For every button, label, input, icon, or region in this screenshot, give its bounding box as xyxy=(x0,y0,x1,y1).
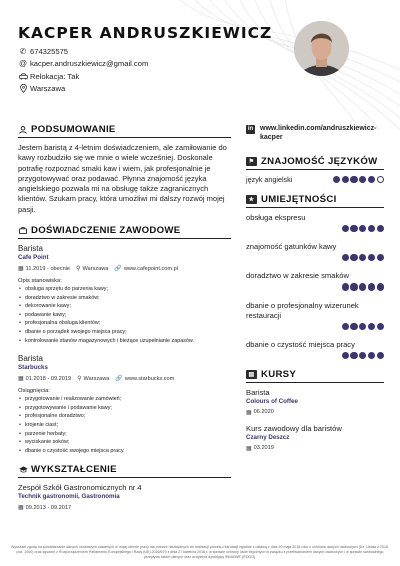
skill-name: doradztwo w zakresie smaków xyxy=(246,271,349,281)
briefcase-icon xyxy=(18,227,28,234)
skill-level-dots xyxy=(246,283,384,290)
level-dot-filled xyxy=(350,225,357,232)
level-dot-filled xyxy=(368,283,375,290)
location-pin-icon: ⚲ xyxy=(76,266,81,273)
skill-name: dbanie o profesjonalny wizerunek restauracji xyxy=(246,300,359,320)
level-dot-filled xyxy=(368,176,375,183)
summary-heading xyxy=(18,124,231,138)
at-icon: @ xyxy=(18,59,28,69)
education-dates: 09.2013 - 09.2017 xyxy=(25,504,72,511)
job-task: • przygotowywanie i podawanie kawy; xyxy=(18,404,231,413)
phone-text: 674325575 xyxy=(30,46,69,56)
contact-email[interactable] xyxy=(18,58,298,71)
education-meta xyxy=(18,503,231,512)
job-task: • obsługa sprzętu do parzenia kawy; xyxy=(18,285,231,294)
language-item xyxy=(246,175,384,184)
graduation-cap-icon xyxy=(18,466,28,473)
language-level-dots xyxy=(331,176,384,183)
job-task: • kontrolowanie stanów magazynowych i bieżące uzupełnianie zapasów. xyxy=(18,337,231,346)
calendar-icon: ▦ xyxy=(246,445,252,452)
job-city: Warszawa xyxy=(83,375,110,382)
level-dot-filled xyxy=(377,283,384,290)
linkedin-icon: in xyxy=(247,126,254,132)
skills-heading xyxy=(246,194,384,208)
experience-title: DOŚWIADCZENIE ZAWODOWE xyxy=(31,225,181,237)
level-dot-filled xyxy=(342,283,349,290)
level-dot-filled xyxy=(342,176,349,183)
summary-title: PODSUMOWANIE xyxy=(31,124,116,135)
contact-list xyxy=(18,45,298,95)
job-task: • parzenie herbaty; xyxy=(18,430,231,439)
level-dot-filled xyxy=(350,283,357,290)
right-column xyxy=(246,124,384,460)
education-heading xyxy=(18,464,231,478)
level-dot-filled xyxy=(377,225,384,232)
skill-name: dbanie o czystość miejsca pracy xyxy=(246,339,355,349)
skill-item xyxy=(246,271,384,290)
level-dot-filled xyxy=(350,176,357,183)
level-dot-filled xyxy=(359,283,366,290)
level-dot-filled xyxy=(377,352,384,359)
course-org: Colours of Coffee xyxy=(246,397,298,405)
job-task: • dekorowanie kawy; xyxy=(18,302,231,311)
job-company: Cafe Point xyxy=(18,254,49,262)
link-icon: 🔗 xyxy=(114,266,122,273)
location-pin-icon: ⚲ xyxy=(77,376,82,383)
education-school: Zespół Szkół Gastronomicznych nr 4 xyxy=(18,483,142,493)
level-dot-filled xyxy=(359,254,366,261)
education-field: Gastronomia xyxy=(81,493,120,501)
job-title: Barista xyxy=(18,244,43,254)
skill-level-dots xyxy=(246,225,384,232)
job-task: • przygotowanie i realizowanie zamówień; xyxy=(18,395,231,404)
link-icon: 🔗 xyxy=(115,376,123,383)
skill-item xyxy=(246,301,384,330)
course-title: Kurs zawodowy dla baristów xyxy=(246,423,342,433)
location-pin-icon xyxy=(18,84,28,93)
education-degree: Technik gastronomii, xyxy=(18,493,80,501)
level-dot-filled xyxy=(377,323,384,330)
job-task-list xyxy=(18,285,231,345)
job-task: • profesjonalna obsługa klientów; xyxy=(18,319,231,328)
email-text: kacper.andruszkiewicz@gmail.com xyxy=(30,59,149,69)
job-website[interactable]: www.starbucks.com xyxy=(124,375,175,382)
star-icon: ★ xyxy=(246,195,257,204)
skill-item xyxy=(246,213,384,232)
summary-text: Jestem baristą z 4-letnim doświadczeniem, ale zamiłowanie do kawy rozbudziło się we mnie o wiele wcześniej. Doskonale potrafię rozpoznać smaki kaw i wiem, jak profesjonalnie je przygotowywać oraz podawać. Płynna znajomość języka angielskiego pozwala mi na obsługę także zagranicznych klientów. Szukam pracy, która umożliwi mi dalszy rozwój mojej pasji. xyxy=(18,143,227,214)
job-task: • wyciskanie soków; xyxy=(18,438,231,447)
level-dot-filled xyxy=(359,225,366,232)
contact-city xyxy=(18,83,298,96)
calendar-icon: ▦ xyxy=(18,505,24,512)
job-city: Warszawa xyxy=(82,265,109,272)
level-dot-filled xyxy=(350,323,357,330)
courses-title: KURSY xyxy=(261,368,297,380)
contact-phone[interactable] xyxy=(18,45,298,58)
job-meta xyxy=(18,374,231,383)
education-degree-line xyxy=(18,493,231,501)
course-date: 03.2019 xyxy=(253,445,274,452)
level-dot-filled xyxy=(359,352,366,359)
job-achievements-label: Osiągnięcia: xyxy=(18,388,50,395)
level-dot-empty xyxy=(377,176,384,183)
job-task: • doradztwo w zakresie smaków; xyxy=(18,294,231,303)
course-item xyxy=(246,424,384,453)
job-dates: 11.2019 - obecnie xyxy=(25,265,71,272)
job-meta xyxy=(18,264,231,273)
course-meta xyxy=(246,444,384,453)
candidate-name: KACPER ANDRUSZKIEWICZ xyxy=(18,24,273,42)
skill-name: obsługa ekspresu xyxy=(246,213,306,222)
job-task-list xyxy=(18,395,231,455)
level-dot-filled xyxy=(368,225,375,232)
skill-item xyxy=(246,340,384,359)
skill-name: znajomość gatunków kawy xyxy=(246,242,337,252)
education-title: WYKSZTAŁCENIE xyxy=(31,464,117,476)
experience-heading xyxy=(18,225,231,239)
contact-relocation xyxy=(18,70,298,83)
skill-level-dots xyxy=(246,352,384,359)
level-dot-filled xyxy=(377,254,384,261)
level-dot-filled xyxy=(342,254,349,261)
job-entry xyxy=(18,244,231,345)
person-icon xyxy=(18,126,28,134)
level-dot-filled xyxy=(333,176,340,183)
job-task: • profesjonalne doradztwo; xyxy=(18,412,231,421)
skills-title: UMIEJĘTNOŚCI xyxy=(261,194,337,205)
language-name: język angielski xyxy=(246,175,293,184)
job-entry xyxy=(18,354,231,455)
languages-heading xyxy=(246,156,384,170)
course-title: Barista xyxy=(246,387,270,397)
phone-icon: ✆ xyxy=(19,46,27,56)
book-icon: ▤ xyxy=(246,370,257,379)
gdpr-consent-clause: Wyrażam zgodę na przetwarzanie danych osobowych zawartych w mojej ofercie pracy dla potrzeb niezbędnych do realizacji procesu rekrutacji zgodnie z ustawą z dnia 10 maja 2018 roku o ochronie danych osobowych (Dz. Ustaw z 2018, poz. 1000) oraz zgodnie z Rozporządzeniem Parlamentu Europejskiego i Rady (UE) 2016/679 z dnia 27 kwietnia 2016 r. w sprawie ochrony osób fizycznych w związku z przetwarzaniem danych osobowych i w sprawie swobodnego przepływu takich danych oraz uchylenia dyrektywy 95/46/WE (RODO). xyxy=(11,545,389,559)
calendar-icon: ▦ xyxy=(246,409,252,416)
calendar-icon: ▦ xyxy=(18,376,24,383)
course-date: 06.2020 xyxy=(253,409,274,416)
level-dot-filled xyxy=(368,352,375,359)
city-text: Warszawa xyxy=(30,84,66,94)
profile-photo xyxy=(294,21,349,76)
flag-icon: ⚑ xyxy=(246,157,257,166)
level-dot-filled xyxy=(368,254,375,261)
job-task: • krojenie ciast; xyxy=(18,421,231,430)
job-task: • podawanie kawy; xyxy=(18,311,231,320)
header xyxy=(18,24,298,95)
level-dot-filled xyxy=(359,176,366,183)
left-column xyxy=(18,124,231,512)
linkedin-link[interactable] xyxy=(246,124,384,142)
level-dot-filled xyxy=(342,225,349,232)
job-title: Barista xyxy=(18,354,43,364)
job-website[interactable]: www.cafepoint.com.pl xyxy=(123,265,178,272)
course-meta xyxy=(246,408,384,417)
level-dot-filled xyxy=(342,323,349,330)
course-item xyxy=(246,388,384,417)
car-icon xyxy=(18,73,28,80)
job-dates: 01.2018 - 09.2019 xyxy=(25,375,72,382)
linkedin-url: www.linkedin.com/andruszkiewicz-kacper xyxy=(260,125,377,141)
level-dot-filled xyxy=(350,352,357,359)
skill-level-dots xyxy=(246,323,384,330)
level-dot-filled xyxy=(350,254,357,261)
calendar-icon: ▦ xyxy=(18,266,24,273)
job-task: • dbanie o porządek swojego miejsca pracy; xyxy=(18,328,231,337)
job-description-label: Opis stanowiska: xyxy=(18,278,62,285)
courses-heading xyxy=(246,369,384,383)
skill-item xyxy=(246,242,384,261)
level-dot-filled xyxy=(342,352,349,359)
skill-level-dots xyxy=(246,254,384,261)
course-org: Czarny Deszcz xyxy=(246,433,290,441)
level-dot-filled xyxy=(359,323,366,330)
level-dot-filled xyxy=(368,323,375,330)
relocation-text: Relokacja: Tak xyxy=(30,71,80,81)
job-company: Starbucks xyxy=(18,364,48,372)
job-task: • dbanie o czystość swojego miejsca pracy. xyxy=(18,447,231,456)
languages-title: ZNAJOMOŚĆ JĘZYKÓW xyxy=(261,156,378,167)
